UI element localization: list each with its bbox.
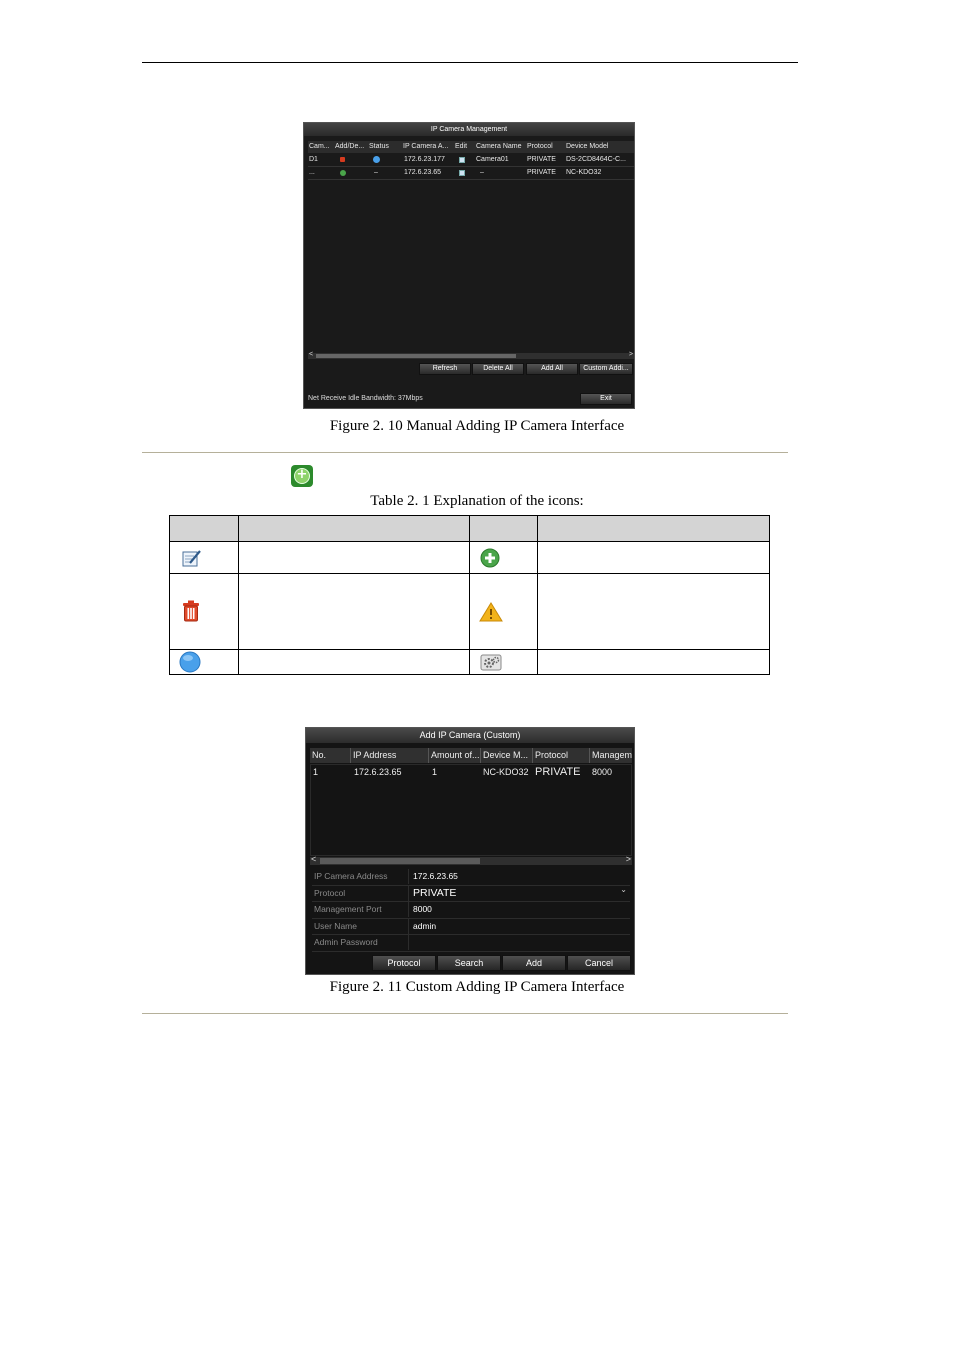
user-name-label: User Name (314, 920, 357, 931)
col-protocol[interactable]: Protocol (533, 748, 590, 763)
scrollbar-thumb[interactable] (320, 858, 480, 864)
delete-icon[interactable] (340, 157, 345, 162)
col-device-model[interactable]: Device Model (566, 143, 609, 150)
add-all-button[interactable]: Add All (526, 363, 578, 375)
admin-password-label: Admin Password (314, 937, 378, 947)
col-amount[interactable]: Amount of... (429, 748, 481, 763)
scrollbar-thumb[interactable] (316, 354, 516, 358)
edit-icon (182, 549, 202, 567)
section-divider (142, 1013, 788, 1014)
scroll-left-icon[interactable]: < (311, 854, 317, 864)
table-row[interactable] (310, 765, 632, 779)
management-port-label: Management Port (314, 904, 382, 914)
cell-no: 1 (313, 767, 319, 777)
add-icon: + (291, 465, 313, 487)
cell-ip: 172.6.23.177 (404, 156, 445, 163)
col-add-delete[interactable]: Add/De... (335, 143, 365, 150)
col-status[interactable]: Status (369, 143, 389, 150)
refresh-button[interactable]: Refresh (419, 363, 471, 375)
window-title: IP Camera Management (304, 123, 634, 136)
edit-icon[interactable] (459, 157, 465, 163)
window-title: Add IP Camera (Custom) (306, 728, 634, 743)
ip-address-field[interactable]: 172.6.23.65 (408, 869, 630, 884)
scroll-right-icon[interactable]: > (628, 351, 633, 358)
cell-status: – (374, 169, 378, 176)
table-row[interactable] (308, 167, 634, 180)
warning-icon (479, 602, 503, 622)
table-row[interactable] (308, 154, 634, 167)
cell-protocol: PRIVATE (535, 766, 581, 778)
col-protocol[interactable]: Protocol (527, 143, 553, 150)
cell-ip: 172.6.23.65 (404, 169, 441, 176)
custom-table-header (310, 748, 632, 763)
exit-button[interactable]: Exit (580, 393, 632, 405)
cell-camera-name: Camera01 (476, 156, 509, 163)
scroll-right-icon[interactable]: > (625, 854, 631, 864)
admin-password-row (312, 935, 630, 952)
cell-amount: 1 (432, 767, 438, 777)
protocol-row (312, 886, 630, 903)
ip-address-label: IP Camera Address (314, 871, 388, 881)
horizontal-scrollbar[interactable] (308, 353, 634, 359)
horizontal-scrollbar[interactable] (310, 854, 632, 865)
cell-protocol: PRIVATE (527, 169, 556, 176)
col-device-model[interactable]: Device M... (481, 748, 533, 763)
ip-address-row (312, 869, 630, 886)
add-icon[interactable] (340, 170, 346, 176)
add-icon (480, 548, 500, 568)
col-ip-address[interactable]: IP Address (351, 748, 429, 763)
search-button[interactable]: Search (437, 955, 501, 971)
status-icon (179, 651, 201, 673)
col-ip[interactable]: IP Camera A... (403, 143, 449, 150)
scroll-left-icon[interactable]: < (309, 351, 314, 358)
user-name-field[interactable]: admin (408, 919, 630, 934)
cancel-button[interactable]: Cancel (567, 955, 631, 971)
user-name-row (312, 919, 630, 936)
section-divider (142, 452, 788, 453)
add-ip-camera-custom-window (305, 727, 635, 975)
add-button[interactable]: Add (502, 955, 566, 971)
cell-device-model: NC-KDO32 (483, 767, 529, 777)
protocol-button[interactable]: Protocol (372, 955, 436, 971)
col-cam[interactable]: Cam... (309, 143, 330, 150)
col-management-port[interactable]: Managem (592, 750, 632, 760)
table-row (170, 650, 770, 675)
protocol-label: Protocol (314, 887, 346, 898)
camera-settings-form (312, 869, 630, 952)
cell-cam: D1 (309, 156, 318, 163)
icon-explanation-table (169, 515, 770, 675)
delete-icon (181, 600, 201, 622)
figure-caption: Figure 2. 10 Manual Adding IP Camera Interface (329, 418, 625, 434)
management-port-row (312, 902, 630, 919)
cell-camera-name: – (480, 169, 484, 176)
table-row (170, 574, 770, 650)
edit-icon[interactable] (459, 170, 465, 176)
admin-password-field[interactable] (408, 935, 630, 950)
cell-device-model: NC-KDO32 (566, 169, 602, 176)
ip-camera-management-window (303, 122, 635, 409)
figure-caption: Figure 2. 11 Custom Adding IP Camera Interface (329, 979, 625, 995)
col-no[interactable]: No. (310, 748, 351, 763)
cell-device-model: DS-2CD8464C-C... (566, 156, 626, 163)
cell-ip: 172.6.23.65 (354, 767, 402, 777)
delete-all-button[interactable]: Delete All (472, 363, 524, 375)
cell-cam: ... (309, 169, 315, 176)
col-camera-name[interactable]: Camera Name (476, 143, 522, 150)
chevron-down-icon[interactable]: ⌄ (620, 884, 627, 894)
camera-table-header (308, 141, 634, 153)
advanced-settings-icon (480, 653, 502, 671)
table-row (170, 542, 770, 574)
cell-protocol: PRIVATE (527, 156, 556, 163)
table-caption: Table 2. 1 Explanation of the icons: (370, 493, 584, 509)
bandwidth-status: Net Receive Idle Bandwidth: 37Mbps (308, 395, 423, 402)
status-icon (373, 156, 380, 163)
table-header-row (170, 516, 770, 542)
col-edit[interactable]: Edit (455, 143, 468, 150)
management-port-field[interactable]: 8000 (408, 902, 630, 917)
cell-port: 8000 (592, 767, 613, 777)
protocol-select[interactable]: PRIVATE (408, 886, 630, 901)
header-rule (142, 62, 798, 63)
custom-adding-button[interactable]: Custom Addi... (579, 363, 633, 375)
